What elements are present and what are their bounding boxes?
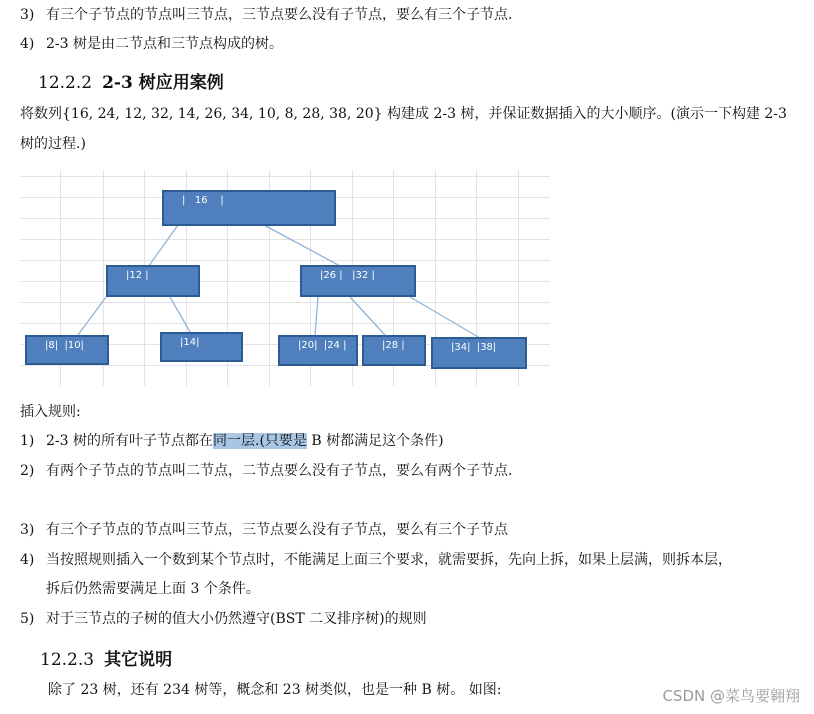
tree-leaf-node: |34| |38| [431,337,527,369]
intro-paragraph-line: 将数列{16, 24, 12, 32, 14, 26, 34, 10, 8, 28, 38, 20} 构建成 2-3 树，并保证数据插入的大小顺序。(演示一下构建 2-3 [20,106,787,122]
rule-text: 有两个子节点的节点叫二节点，二节点要么没有子节点，要么有两个子节点. [46,463,513,479]
rule-text: 对于三节点的子树的值大小仍然遵守(BST 二叉排序树)的规则 [46,611,427,627]
item-text: 2-3 树是由二节点和三节点构成的树。 [46,36,283,52]
tree-edge [315,297,318,335]
section-number: 12.2.2 [38,73,93,93]
tree-edge [350,297,385,335]
closing-paragraph: 除了 23 树，还有 234 树等，概念和 23 树类似，也是一种 B 树。 如图: [48,682,502,698]
section-title: 其它说明 [104,650,173,670]
section-heading [40,645,172,670]
intro-paragraph-line: 树的过程.) [20,136,86,152]
rule-number: 2) [20,463,35,479]
list-item [20,34,283,54]
rule-item [20,609,427,629]
rule-number: 5) [20,611,35,627]
tree-edge [148,225,178,267]
rule-text: 有三个子节点的节点叫三节点，三节点要么没有子节点，要么有三个子节点 [46,522,508,538]
tree-diagram [20,170,550,386]
rule-item [20,550,732,570]
rule-continuation: 拆后仍然需要满足上面 3 个条件。 [46,581,260,597]
rule-text: 2-3 树的所有叶子节点都在 [46,433,213,449]
rule-text: B 树都满足这个条件) [306,433,444,449]
tree-edge [170,297,190,332]
rules-label: 插入规则: [20,404,81,420]
tree-edge [78,297,106,335]
list-item [20,5,512,25]
rule-item [20,461,512,481]
rule-number: 3) [20,522,35,538]
tree-leaf-node: |20| |24 | [278,335,358,366]
csdn-watermark: CSDN @菜鸟要翱翔 [662,687,800,705]
rule-text: 当按照规则插入一个数到某个节点时，不能满足上面三个要求，就需要拆，先向上拆，如果上层满，则拆本层， [46,552,732,568]
item-text: 有三个子节点的节点叫三节点，三节点要么没有子节点，要么有三个子节点. [46,7,513,23]
tree-leaf-node: |14| [160,332,243,362]
rule-item [20,520,508,540]
tree-node-root: | 16 | [162,190,336,226]
item-number: 4) [20,36,35,52]
tree-edge [264,225,342,267]
section-heading [38,68,224,93]
tree-node-left: |12 | [106,265,200,297]
rule-number: 1) [20,433,35,449]
section-number: 12.2.3 [40,650,95,670]
highlighted-text: 同一层.(只要是 [213,433,307,449]
item-number: 3) [20,7,35,23]
rule-number: 4) [20,552,35,568]
section-title: 2-3 树应用案例 [102,73,224,93]
tree-leaf-node: |8| |10| [25,335,109,365]
tree-edge [410,297,480,338]
tree-leaf-node: |28 | [362,335,426,366]
tree-node-right: |26 | |32 | [300,265,416,297]
rule-item [20,431,444,451]
